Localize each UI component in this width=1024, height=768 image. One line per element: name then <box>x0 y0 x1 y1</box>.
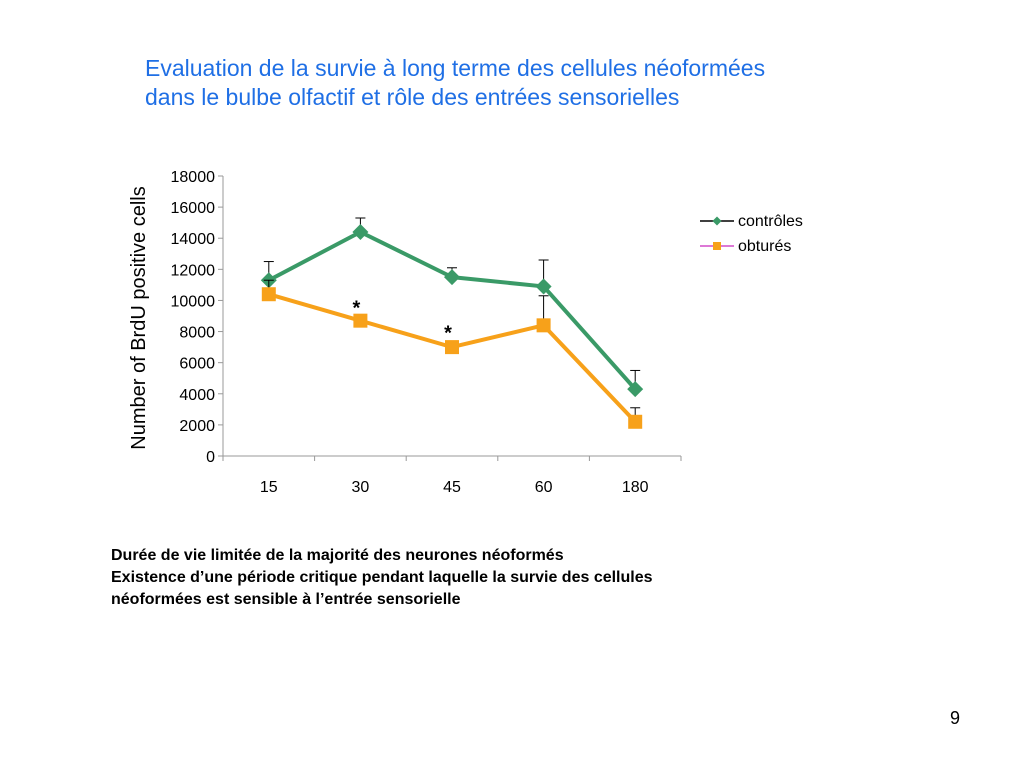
series-line <box>269 294 635 422</box>
slide-title-line-1: Evaluation de la survie à long terme des cellules néoformées <box>145 55 766 81</box>
slide-title-line-2: dans le bulbe olfactif et rôle des entrées sensorielles <box>145 84 680 110</box>
y-tick-label: 12000 <box>170 262 215 280</box>
slide-notes <box>111 545 653 611</box>
legend-item-0 <box>700 213 803 230</box>
significance-star: * <box>352 297 361 320</box>
note-line-2: Existence d’une période critique pendant laquelle la survie des cellules <box>111 569 653 586</box>
y-tick-label: 16000 <box>170 200 215 218</box>
chart-legend <box>700 213 803 255</box>
data-point <box>262 287 276 301</box>
y-tick-label: 10000 <box>170 293 215 311</box>
y-tick-label: 6000 <box>179 355 215 373</box>
legend-label: contrôles <box>738 213 803 230</box>
y-tick-label: 4000 <box>179 386 215 404</box>
data-point <box>628 415 642 429</box>
y-tick-label: 2000 <box>179 417 215 435</box>
significance-star: * <box>444 322 452 345</box>
chart-series <box>261 218 643 429</box>
y-tick-label: 8000 <box>179 324 215 342</box>
legend-marker <box>713 242 721 250</box>
data-point <box>352 224 368 240</box>
legend-marker <box>713 217 722 226</box>
legend-label: obturés <box>738 238 792 255</box>
y-tick-label: 14000 <box>170 231 215 249</box>
x-tick-label: 15 <box>259 479 278 496</box>
x-tick-label: 60 <box>534 479 553 496</box>
page-number: 9 <box>950 708 961 728</box>
y-tick-label: 18000 <box>170 169 215 186</box>
y-axis-label: Number of BrdU positive cells <box>128 186 150 450</box>
note-line-3: néoformées est sensible à l’entrée sensorielle <box>111 591 461 608</box>
series-1 <box>262 280 642 429</box>
data-point <box>444 269 460 285</box>
x-tick-label: 30 <box>351 479 370 496</box>
data-point <box>537 318 551 332</box>
x-tick-label: 45 <box>443 479 461 496</box>
y-tick-label: 0 <box>206 449 215 466</box>
legend-item-1 <box>700 238 791 255</box>
note-line-1: Durée de vie limitée de la majorité des neurones néoformés <box>111 547 564 564</box>
x-tick-label: 180 <box>621 479 649 496</box>
chart-axes <box>171 169 682 496</box>
